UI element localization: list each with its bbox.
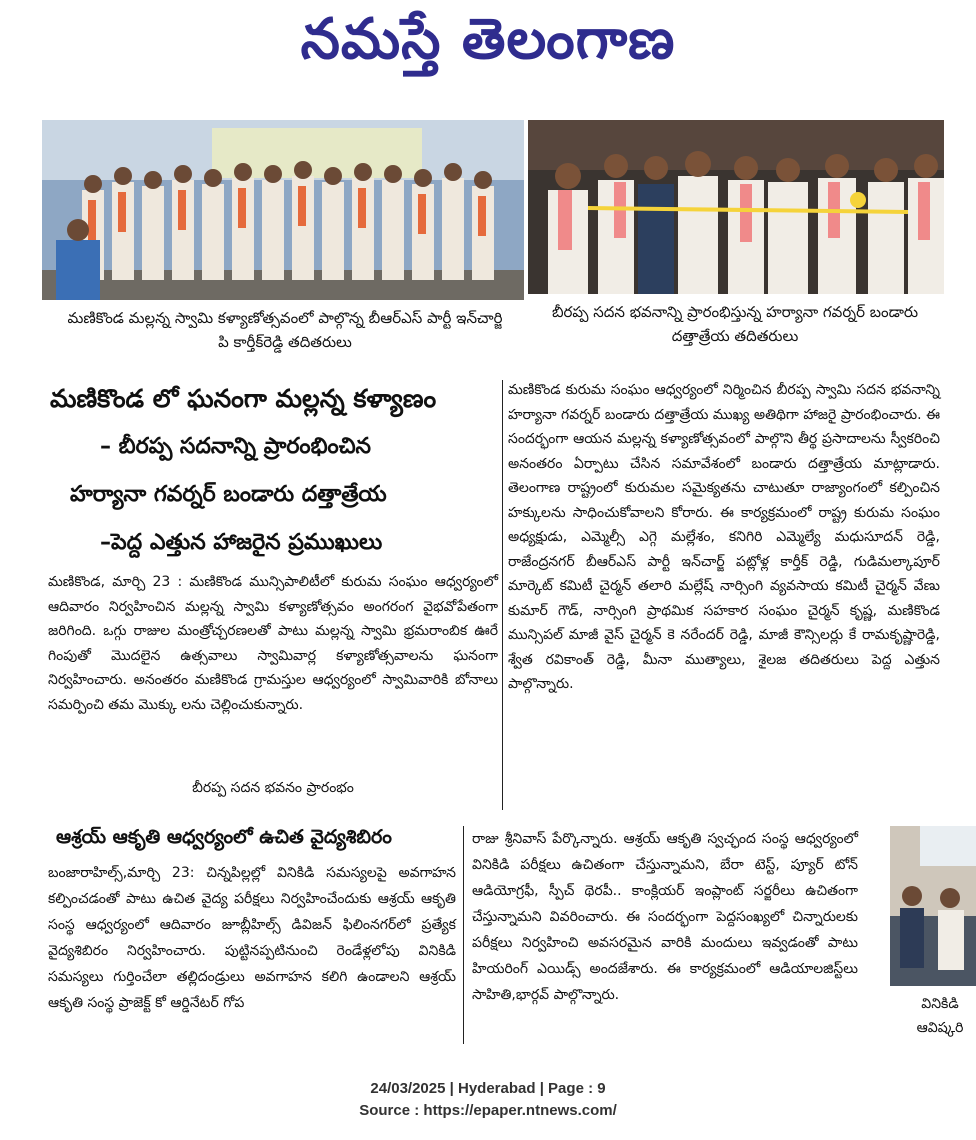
photo-left — [42, 120, 524, 300]
article2-column-rule — [463, 826, 464, 1044]
article2-body-right: రాజు శ్రీనివాస్ పేర్కొన్నారు. ఆశ్రయ్ ఆకృతి స్వచ్ఛంద సంస్థ ఆధ్వర్యంలో వినికిడి పరీక్షలు ఉచితంగా చేస్తున్నామని, బేరా టెస్ట్, ప్యూర్ టోన్ ఆడియోగ్రఫీ, స్పీచ్ థెరపీ.. కాంక్లియర్ ఇంప్లాంట్ సర్జరీలు ఉచితంగా చేస్తున్నామని వివరించారు. ఈ సందర్భంగా పెద్దసంఖ్యలో చిన్నారులకు పరీక్షలు నిర్వహించి అవసరమైన వారికి మందులు ఇవ్వడంతో పాటు హియరింగ్ ఎయిడ్స్ అందజేశారు. ఈ కార్యక్రమంలో ఆడియాలజిస్ట్‌లు సాహితి,భార్గవ్ పాల్గొన్నారు. — [472, 831, 858, 1003]
article1-body-right: మణికొండ కురుమ సంఘం ఆధ్వర్యంలో నిర్మించిన బీరప్ప స్వామి సదన భవనాన్ని హర్యానా గవర్నర్ బండారు దత్తాత్రేయ ముఖ్య అతిథిగా హాజరై ప్రారంభించారు. ఈ సందర్భంగా ఆయన మల్లన్న కళ్యాణోత్సవంలో పాల్గొని తీర్థ ప్రసాదాలను స్వీకరించి అనంతరం ఏర్పాటు చేసిన సమావేశంలో బండారు దత్తాత్రేయ మాట్లాడారు. తెలంగాణ రాష్ట్రంలో కురుమల సమైక్యతను చాటుతూ రాజ్యాంగంలో కల్పించిన హక్కులను సాధించుకోవాలని కోరారు. ఈ కార్యక్రమంలో రాష్ట్ర కురుమ సంఘం అధ్యక్షుడు, ఎమ్మెల్సీ ఎగ్గె మల్లేశం, కనిగిరి ఎమ్మెల్యే మధుసూదన్ రెడ్డి, రాజేంద్రనగర్ బీఆర్ఎస్ పార్టీ ఇన్‌చార్జ్ పట్లోళ్ల కార్తీక్ రెడ్డి, గుడిమల్కాపూర్ మార్కెట్ కమిటీ చైర్మన్ తలారి మల్లేష్ నార్సింగి వ్యవసాయ కమిటీ చైర్మన్ వేణు కుమార్ గౌడ్, నార్సింగి ప్రాథమిక సహకార సంఘం చైర్మన్ కృష్ణ, మణికొండ మున్సిపల్ మాజీ వైస్ చైర్మన్ కె నరేందర్ రెడ్డి, మాజీ కౌన్సిలర్లు కే రామకృష్ణారెడ్డి, శ్వేత రవికాంత్ రెడ్డి, మీనా ముత్యాలు, శైలజ తదితరులు పెద్ద ఎత్తున పాల్గొన్నారు. — [508, 382, 940, 692]
article1-deck-2: హర్యానా గవర్నర్ బండారు దత్తాత్రేయ — [70, 482, 387, 507]
footer-source: Source : https://epaper.ntnews.com/ — [359, 1102, 617, 1119]
article2-photo-image — [890, 826, 976, 986]
photo-right-caption: బీరప్ప సదన భవనాన్ని ప్రారంభిస్తున్న హర్యానా గవర్నర్ బండారు దత్తాత్రేయ తదితరులు — [551, 303, 919, 345]
footer-date-line: 24/03/2025 | Hyderabad | Page : 9 — [370, 1080, 606, 1097]
photo-left-caption: మణికొండ మల్లన్న స్వామి కళ్యాణోత్సవంలో పాల్గొన్న బీఆర్ఎస్ పార్టీ ఇన్‌చార్జి పి కార్తీక్‌రెడ్డి తదితరులు — [67, 309, 503, 351]
photo-left-image — [42, 120, 524, 300]
masthead — [0, 0, 976, 80]
article2-photo-caption: వినికిడి ఆవిష్కరి — [916, 996, 964, 1036]
article2-body-left: బంజారాహిల్స్,మార్చి 23: చిన్నపిల్లల్లో వినికిడి సమస్యలపై అవగాహన కల్పించడంతో పాటు ఉచిత వైద్య పరీక్షలు నిర్వహించేందుకు ఆశ్రయ్ ఆకృతి సంస్థ ఆధ్వర్యంలో ఆదివారం జూబ్లీహిల్స్ డివిజన్ ఫిలింనగర్‌లో ప్రత్యేక వైద్యశిబిరం నిర్వహించారు. పుట్టినప్పటినుంచి రెండేళ్లలోపు వినికిడి సమస్యలు గుర్తించేలా తల్లిదండ్రులు అవగాహన కలిగి ఉండాలని ఆశ్రయ్ ఆకృతి సంస్థ ప్రాజెక్ట్ కో ఆర్డినేటర్ గోప — [48, 865, 456, 1011]
article1-subhead: బీరప్ప సదన భవనం ప్రారంభం — [192, 780, 354, 796]
article1-deck-1: – బీరప్ప సదనాన్ని ప్రారంభించిన — [100, 434, 371, 459]
article2-headline: ఆశ్రయ్ ఆకృతి ఆధ్వర్యంలో ఉచిత వైద్యశిబిరం — [56, 826, 392, 848]
article1-body-left: మణికొండ, మార్చి 23 : మణికొండ మున్సిపాలిటీలో కురుమ సంఘం ఆధ్వర్యంలో ఆదివారం నిర్వహించిన మల్లన్న స్వామి కళ్యాణోత్సవం అంగరంగ వైభవోపేతంగా జరిగింది. ఒగ్గు రాజుల మంత్రోచ్చరణలతో పాటు మల్లన్న స్వామి భ్రమరాంబిక ఊరే గింపుతో మొదలైన ఉత్సవాలు స్వామివార్ల కళ్యాణోత్సవాలను ఘనంగా నిర్వహించారు. అనంతరం మణికొండ గ్రామస్తుల ఆధ్వర్యంలో స్వామివారికి బోనాలు సమర్పించి తమ మొక్కు లను చెల్లించుకున్నారు. — [48, 574, 498, 713]
photo-right — [528, 120, 944, 294]
photo-right-image — [528, 120, 944, 294]
article2-photo — [890, 826, 976, 986]
article1-headline: మణికొండ లో ఘనంగా మల్లన్న కళ్యాణం — [50, 384, 437, 413]
article1-deck-3: –పెద్ద ఎత్తున హాజరైన ప్రముఖులు — [100, 530, 383, 555]
masthead-title: నమస్తే తెలంగాణ — [300, 6, 676, 72]
article1-column-rule — [502, 380, 503, 810]
